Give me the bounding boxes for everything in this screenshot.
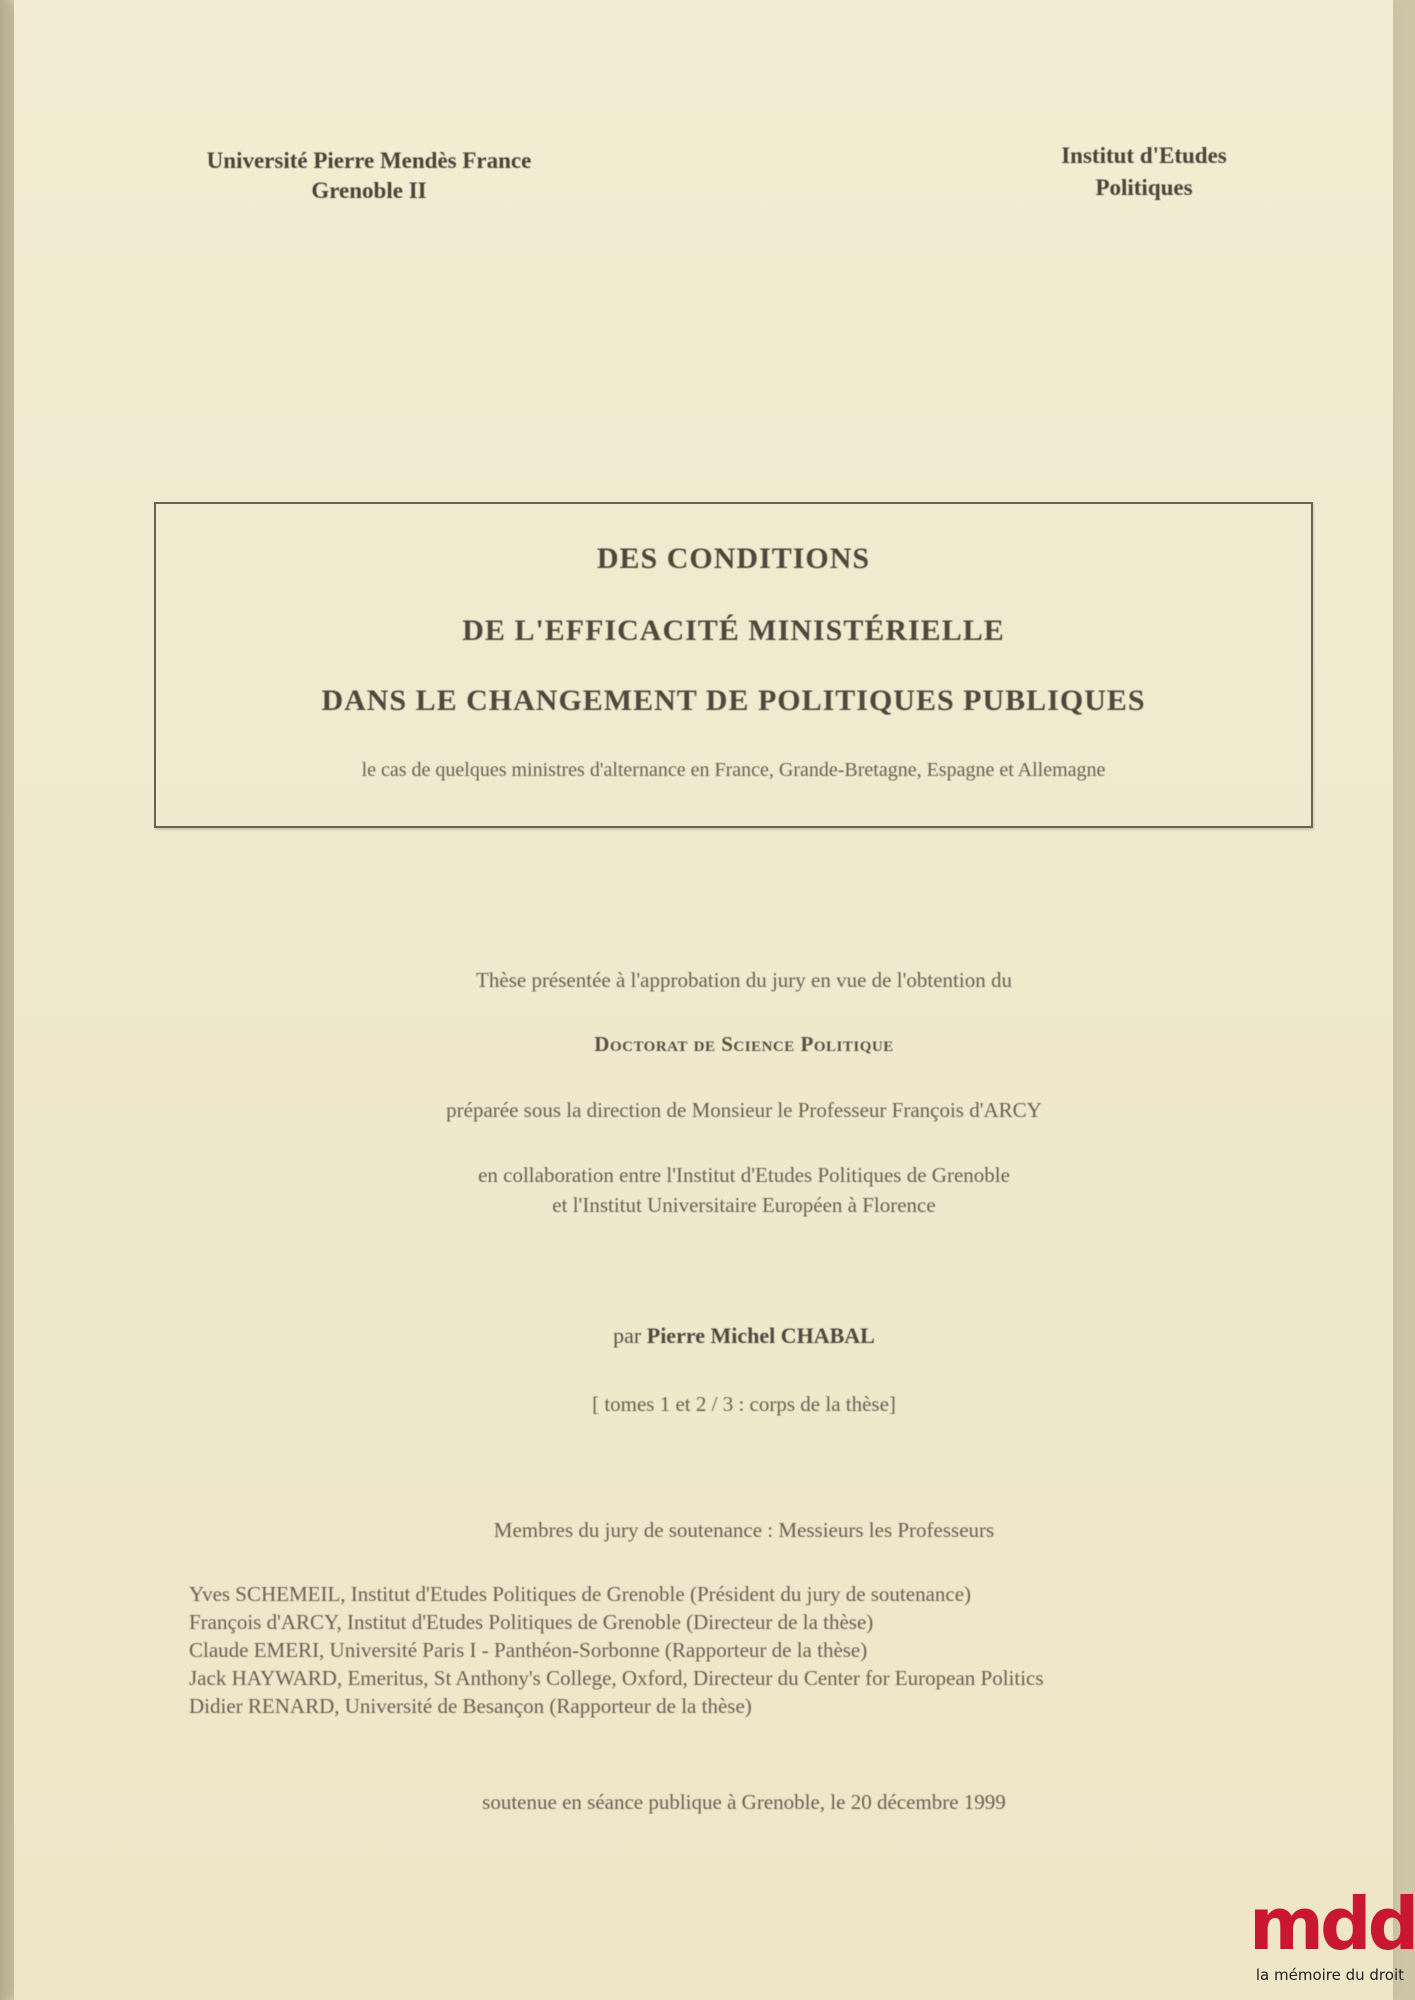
title-line-3: DANS LE CHANGEMENT DE POLITIQUES PUBLIQUES xyxy=(321,684,1146,717)
title-line-2: DE L'EFFICACITÉ MINISTÉRIELLE xyxy=(462,614,1005,647)
title-box xyxy=(154,502,1313,828)
jury-member: Didier RENARD, Université de Besançon (Rapporteur de la thèse) xyxy=(189,1694,752,1718)
volume-info: [ tomes 1 et 2 / 3 : corps de la thèse] xyxy=(592,1392,896,1416)
collaboration-line-2: et l'Institut Universitaire Européen à Florence xyxy=(552,1193,936,1217)
thesis-title-page xyxy=(14,0,1415,2000)
institute-header xyxy=(1009,140,1279,204)
logo-tagline: la mémoire du droit xyxy=(1255,1966,1404,1984)
collaboration-line-1: en collaboration entre l'Institut d'Etudes Politiques de Grenoble xyxy=(478,1163,1010,1187)
defense-date: soutenue en séance publique à Grenoble, le 20 décembre 1999 xyxy=(482,1790,1006,1814)
jury-member: Claude EMERI, Université Paris I - Panthéon-Sorbonne (Rapporteur de la thèse) xyxy=(189,1638,868,1662)
logo-letters: mdd xyxy=(1249,1882,1415,1966)
university-header xyxy=(154,146,584,206)
jury-list xyxy=(189,1580,1299,1720)
thesis-presentation: Thèse présentée à l'approbation du jury en vue de l'obtention du xyxy=(476,968,1012,992)
page-edge xyxy=(0,0,14,2000)
jury-heading: Membres du jury de soutenance : Messieurs les Professeurs xyxy=(493,1518,995,1542)
university-name: Université Pierre Mendès France xyxy=(206,148,532,173)
university-city: Grenoble II xyxy=(311,178,427,203)
title-line-1: DES CONDITIONS xyxy=(596,542,871,575)
author-line xyxy=(254,1323,1234,1349)
author-prefix: par xyxy=(613,1323,642,1348)
institute-name-line2: Politiques xyxy=(1095,175,1193,200)
institute-name-line1: Institut d'Etudes xyxy=(1061,143,1227,168)
author-name: Pierre Michel CHABAL xyxy=(646,1323,875,1348)
mdd-logo xyxy=(1239,1882,1415,2000)
jury-member: François d'ARCY, Institut d'Etudes Politiques de Grenoble (Directeur de la thèse) xyxy=(189,1610,874,1634)
jury-member: Yves SCHEMEIL, Institut d'Etudes Politiques de Grenoble (Président du jury de soutenance) xyxy=(189,1582,972,1606)
title-subtitle: le cas de quelques ministres d'alternance en France, Grande-Bretagne, Espagne et Allemagne xyxy=(361,759,1106,781)
degree-name: Doctorat de Science Politique xyxy=(594,1032,894,1056)
jury-member: Jack HAYWARD, Emeritus, St Anthony's College, Oxford, Directeur du Center for European Politics xyxy=(189,1666,1044,1690)
thesis-direction: préparée sous la direction de Monsieur le Professeur François d'ARCY xyxy=(446,1098,1042,1122)
